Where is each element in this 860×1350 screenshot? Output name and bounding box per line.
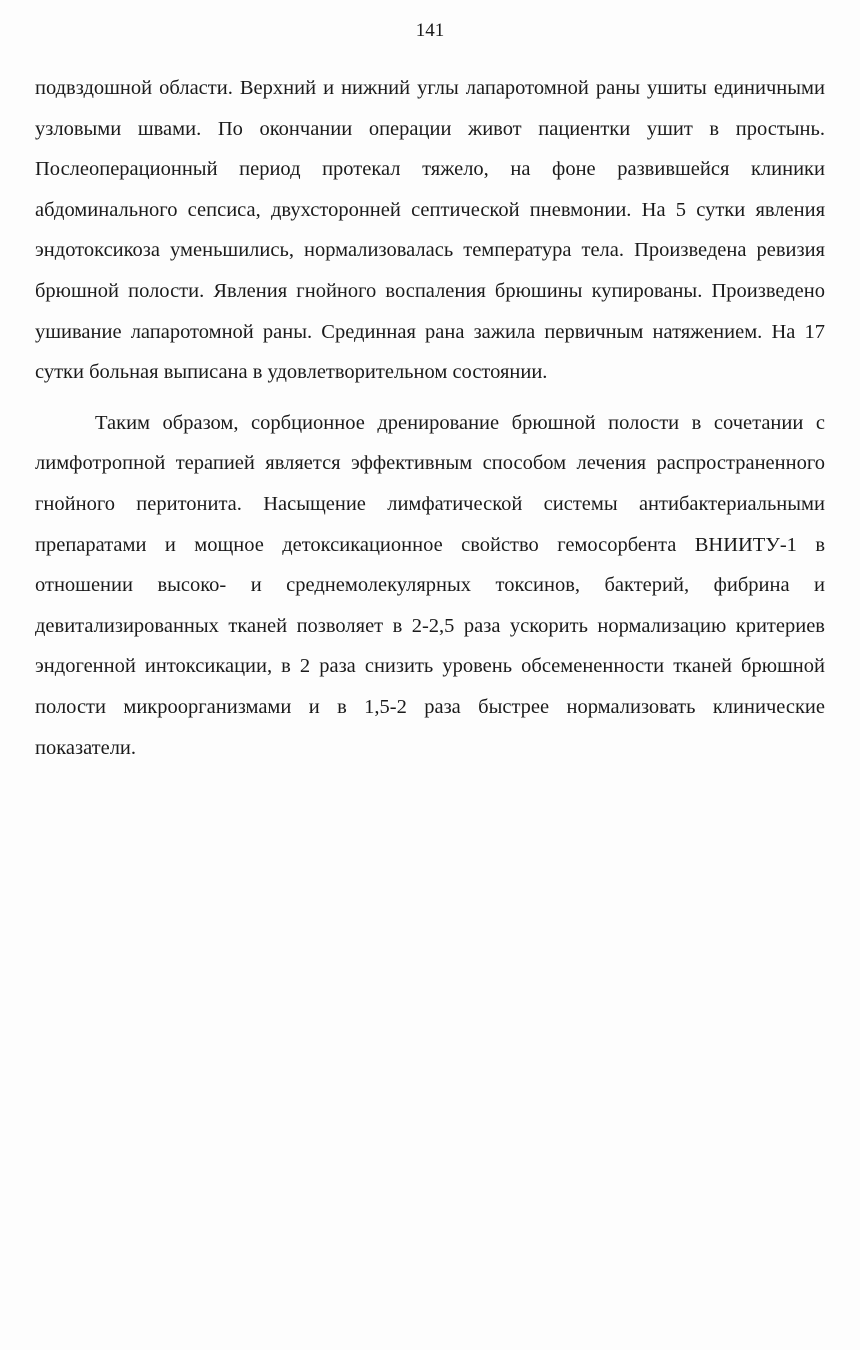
paragraph-case-report: подвздошной области. Верхний и нижний углы лапаротомной раны ушиты единичными узловыми швами. По окончании операции живот пациентки ушит в простынь. Послеоперационный период протекал тяжело, на фоне развившейся клиники абдоминального сепсиса, двухсторонней септической пневмонии. На 5 сутки явления эндотоксикоза уменьшились, нормализовалась температура тела. Произведена ревизия брюшной полости. Явления гнойного воспаления брюшины купированы. Произведено ушивание лапаротомной раны. Срединная рана зажила первичным натяжением. На 17 сутки больная выписана в удовлетворительном состоянии. — [35, 77, 825, 384]
paragraph-conclusion: Таким образом, сорбционное дренирование брюшной полости в сочетании с лимфотропной терапией является эффективным способом лечения распространенного гнойного перитонита. Насыщение лимфатической системы антибактериальными препаратами и мощное детоксикационное свойство гемосорбента ВНИИТУ-1 в отношении высоко- и среднемолекулярных токсинов, бактерий, фибрина и девитализированных тканей позволяет в 2-2,5 раза ускорить нормализацию критериев эндогенной интоксикации, в 2 раза снизить уровень обсемененности тканей брюшной полости микроорганизмами и в 1,5-2 раза быстрее нормализовать клинические показатели. — [35, 411, 825, 759]
page-number: 141 — [415, 20, 445, 41]
body-text — [35, 68, 825, 768]
